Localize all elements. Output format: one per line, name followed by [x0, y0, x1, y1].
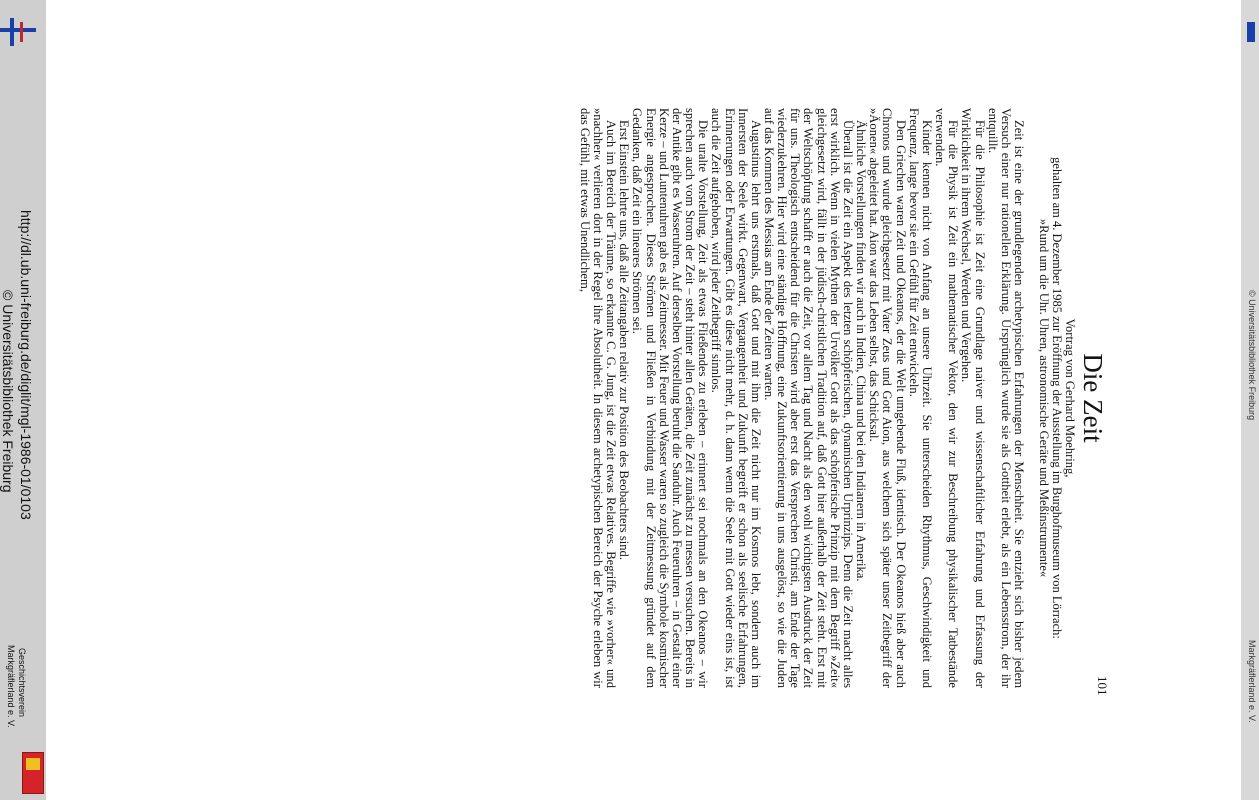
paragraph: Die uralte Vorstellung, Zeit als etwas Fließendes zu erleben – erinnert sei nochmals an den Okeanos – wir sprechen auch vom Strom der Zeit – steht hinter allen Geräten, die Zeit zunächst zu messen versuchen. Bereits in der Antike gibt es Wasseruhren. Auf derselben Vorstellung beruht die Sanduhr. Auch Feueruhren – in Gestalt einer Kerze – und Luntenuhren gab es als Zeitmesser. Mit Feuer und Wasser waren so zugleich die Symbole kosmischer Energie angesprochen. Dieses Strömen und Fließen in Verbindung mit der Zeitmessung gründet auf dem Gedanken, daß Zeit ein lineares Strömen sei. [630, 108, 711, 688]
body-text [578, 108, 1025, 688]
paragraph: Für die Philosophie ist Zeit eine Grundlage naiver und wissenschaftlicher Erfahrung und Erfassung der Wirklichkeit in ihrem Wechsel, Werden und Vergehen. [959, 108, 987, 688]
paragraph: Den Griechen waren Zeit und Okeanos, der die Welt umgebende Fluß, identisch. Der Okeanos hieß aber auch Chronos und wurde gleichgesetzt mit Vater Zeus und Gott Aion, aus welchem sich später unser Zeitbegriff der »Äonen« abgeleitet hat. Aion war das Leben selbst, das Schicksal. [867, 108, 908, 688]
right-copyright-notice: © Universitätsbibliothek Freiburg [1247, 290, 1257, 421]
scanned-page [578, 108, 1110, 688]
paragraph: Ähnliche Vorstellungen finden wir auch in Indien, China und bei den Indianern in Amerika. [854, 120, 869, 582]
subtitle-line-3: »Rund um die Uhr. Uhren, astronomische Geräte und Meßinstrumente« [1037, 218, 1051, 578]
society-name-line-2: Markgräflerland e. V. [6, 645, 16, 728]
paragraph: Auch im Bereich der Träume, so erkannte C. G. Jung, ist die Zeit etwas Relatives. Begriffe wie »vorher« und »nachher« verlieren dort in der Regel ihre Absolutheit. In diesem archetypischen Bereich der Psyche erleben wir das Gefühl, mit etwas Unendlichem, [577, 108, 619, 688]
paragraph: Für die Physik ist Zeit ein mathematischer Vektor, den wir zur Beschreibung physikalischer Tatbestände verwenden. [933, 108, 961, 688]
university-logo-fragment-icon [1247, 22, 1255, 42]
paragraph: Kinder kennen nicht von Anfang an unsere Uhrzeit. Sie unterscheiden Rhythmus, Geschwindigkeit und Frequenz, lange bevor sie ein Gefühl für Zeit entwickeln. [906, 108, 934, 688]
right-society-name: Markgräflerland e. V. [1247, 640, 1257, 723]
coat-of-arms-icon [22, 752, 44, 794]
page-title: Die Zeit [1078, 353, 1108, 443]
university-logo-icon [0, 18, 36, 46]
source-url[interactable]: http://dl.ub.uni-freiburg.de/diglit/mgl-1986-01/0103 [18, 210, 34, 520]
paragraph: Augustinus lehrt uns erstmals, daß Gott und mit ihm die Zeit nicht nur im Kosmos lebt, sondern auch im Innersten der Seele wirkt. Gegenwart, Vergangenheit und Zukunft begreift er schon als seelische Erfahrungen, Erinnerungen oder Erwartungen. Gibt es diese nicht mehr, d. h. dann wenn die Seele mit Gott wieder eins ist, ist auch die Zeit aufgehoben, wird jeder Zeitbegriff sinnlos. [709, 108, 763, 688]
paragraph: Überall ist die Zeit ein Aspekt des letzten schöpferischen, dynamischen Urprinzips. Denn die Zeit macht alles erst wirklich. Wenn in vielen Mythen der Urvölker Gott als das schöpferische Prinzip mit dem Begriff »Zeit« gleichgesetzt wird, fällt in der jüdisch-christlichen Tradition auf, daß Gott hier außerhalb der Zeit steht. Erst mit der Weltschöpfung schafft er auch die Zeit, vor allem Tag und Nacht als den wohl wichtigsten Ausdruck der Zeit für uns. Theologisch entscheidend für die Christen wird aber erst das Versprechen Christi, am Ende der Tage wiederzukehren. Hier wird eine ständige Hoffnung, eine Zukunftsorientierung in uns ausgelöst, so wie die Juden auf das Kommen des Messias am Ende der Zeiten warten. [762, 108, 855, 688]
paragraph: Zeit ist eine der grundlegenden archetypischen Erfahrungen der Menschheit. Sie entzieht sich bisher jedem Versuch einer nur rationellen Erklärung. Ursprünglich wurde sie als Gottheit erlebt, als ein Lebensstrom, der ihr entquillt. [985, 108, 1026, 688]
subtitle-line-2: gehalten am 4. Dezember 1985 zur Eröffnung der Ausstellung im Burghofmuseum von Lörrach: [1050, 157, 1064, 639]
society-name: Geschichtsverein [17, 648, 27, 718]
subtitle-line-1: Vortrag von Gerhard Moehring, [1063, 318, 1077, 478]
page-number: 101 [1095, 676, 1110, 696]
paragraph: Erst Einstein lehrte uns, daß alle Zeitangaben relativ zur Position des Beobachters sind. [617, 120, 632, 560]
copyright-notice: © Universitätsbibliothek Freiburg [0, 290, 16, 493]
